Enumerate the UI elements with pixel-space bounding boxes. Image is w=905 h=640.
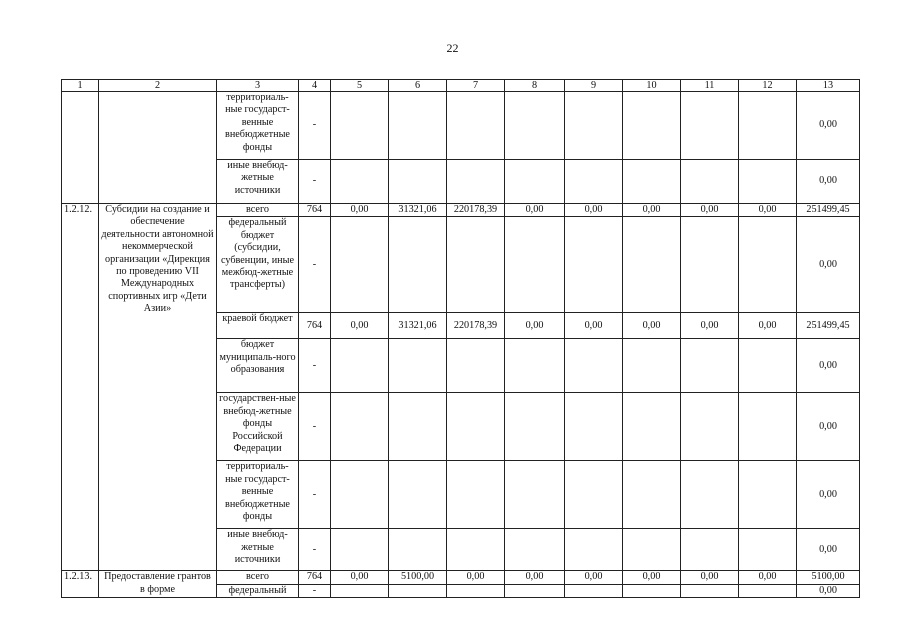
funding-source: федеральный бюджет (субсидии, субвенции, иные межбюд-жетные трансферты) [217,217,299,313]
cell-col12: 0,00 [739,313,797,339]
funding-source: территориаль-ные государст-венные внебюджетные фонды [217,461,299,529]
budget-table [61,79,860,598]
cell-col7: 220178,39 [447,204,505,217]
col-header: 9 [565,80,623,92]
cell-col6: 31321,06 [389,204,447,217]
cell-col7: 220178,39 [447,313,505,339]
item-number: 1.2.12. [62,204,99,571]
funding-source: государствен-ные внебюд-жетные фонды Российской Федерации [217,393,299,461]
cell-col4: 764 [299,204,331,217]
cell-total: 251499,45 [797,204,860,217]
funding-source: федеральный [217,584,299,597]
cell-col11: 0,00 [681,313,739,339]
col-header: 12 [739,80,797,92]
funding-source: иные внебюд-жетные источники [217,160,299,204]
cell-col8: 0,00 [505,313,565,339]
col-header: 3 [217,80,299,92]
funding-source: всего [217,204,299,217]
cell-col4: 764 [299,571,331,584]
cell-col5: 0,00 [331,204,389,217]
funding-source: краевой бюджет [217,313,299,339]
cell-col11: 0,00 [681,571,739,584]
cell-col11: 0,00 [681,204,739,217]
cell-col12: 0,00 [739,204,797,217]
table-row [62,571,860,584]
funding-source: бюджет муниципаль-ного образования [217,339,299,393]
cell-total: 0,00 [797,160,860,204]
cell-total: 251499,45 [797,313,860,339]
cell-col6: 5100,00 [389,571,447,584]
cell-total: 0,00 [797,584,860,597]
col-header: 11 [681,80,739,92]
cell-col6: 31321,06 [389,313,447,339]
cell-col4: - [299,393,331,461]
col-header: 7 [447,80,505,92]
cell-total: 0,00 [797,461,860,529]
cell-col7: 0,00 [447,571,505,584]
cell-col8: 0,00 [505,571,565,584]
col-header: 2 [99,80,217,92]
cell-col4: - [299,529,331,571]
cell-col4: - [299,217,331,313]
cell-col9: 0,00 [565,571,623,584]
item-name: Субсидии на создание и обеспечение деятельности автономной некоммерческой организации «Дирекция по проведению VII Международных спортивных игр «Дети Азии» [99,204,217,571]
cell-total: 5100,00 [797,571,860,584]
funding-source: иные внебюд-жетные источники [217,529,299,571]
cell-col9: 0,00 [565,313,623,339]
page-number: 22 [446,41,459,55]
table-row [62,204,860,217]
col-header: 4 [299,80,331,92]
cell-col4: - [299,461,331,529]
cell-col5: 0,00 [331,571,389,584]
table-row [62,92,860,160]
col-header: 6 [389,80,447,92]
cell-col4: - [299,92,331,160]
cell-col10: 0,00 [623,313,681,339]
item-name: Предоставление грантов в форме [99,571,217,598]
cell-total: 0,00 [797,92,860,160]
cell-col4: - [299,160,331,204]
cell-total: 0,00 [797,339,860,393]
col-header: 5 [331,80,389,92]
col-header: 10 [623,80,681,92]
funding-source: всего [217,571,299,584]
cell-col4: - [299,339,331,393]
item-name-cell [99,92,217,204]
cell-col10: 0,00 [623,204,681,217]
col-header: 13 [797,80,860,92]
funding-source: территориаль-ные государст-венные внебюджетные фонды [217,92,299,160]
item-number: 1.2.13. [62,571,99,598]
cell-total: 0,00 [797,529,860,571]
cell-col5: 0,00 [331,313,389,339]
cell-col12: 0,00 [739,571,797,584]
cell-col4: 764 [299,313,331,339]
item-number-cell [62,92,99,204]
col-header: 8 [505,80,565,92]
cell-total: 0,00 [797,393,860,461]
cell-col9: 0,00 [565,204,623,217]
cell-col8: 0,00 [505,204,565,217]
cell-col10: 0,00 [623,571,681,584]
cell-total: 0,00 [797,217,860,313]
cell-col4: - [299,584,331,597]
column-number-row [62,80,860,92]
col-header: 1 [62,80,99,92]
